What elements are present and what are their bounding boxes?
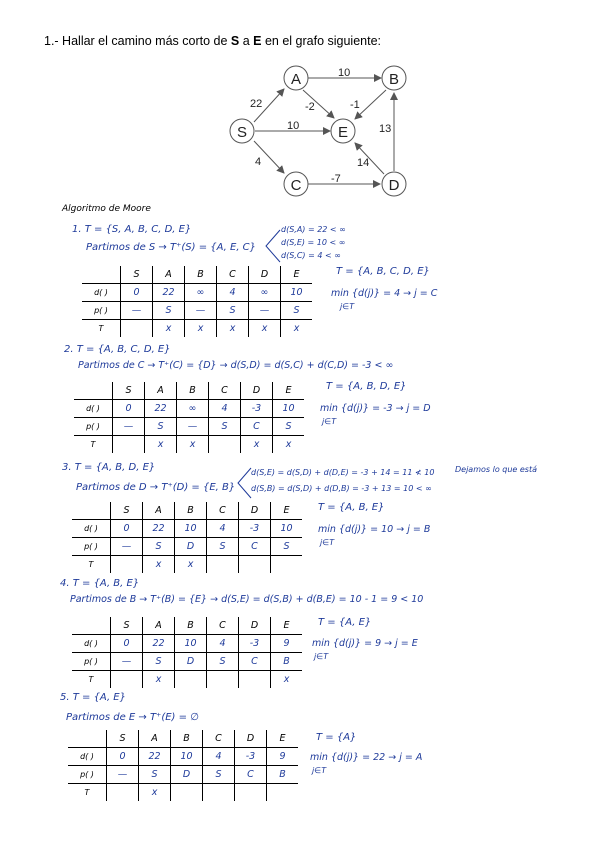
weight-D-E: 14	[357, 157, 370, 169]
col-E: E	[281, 266, 313, 284]
graph-diagram	[0, 0, 600, 210]
cell: x	[185, 320, 217, 338]
weight-D-B: 13	[379, 123, 392, 135]
cell	[111, 556, 143, 574]
step5-min-line: min {d(j)} = 22 → j = A	[310, 752, 423, 763]
step2-table	[74, 382, 304, 453]
step2-from-line: Partimos de C → T⁺(C) = {D} → d(S,D) = d(S,C) + d(C,D) = -3 < ∞	[78, 360, 394, 371]
row-label-t: T	[88, 560, 94, 569]
cell: 9	[267, 748, 299, 766]
col-C: C	[207, 502, 239, 520]
step4-min-line: min {d(j)} = 9 → j = E	[312, 638, 418, 649]
cell: 22	[143, 520, 175, 538]
cell: S	[145, 418, 177, 436]
problem-suffix: en el grafo siguiente:	[261, 34, 382, 48]
step5-table	[68, 730, 298, 801]
cell: x	[241, 436, 273, 454]
col-C: C	[209, 382, 241, 400]
step5-T-set: T = {A}	[316, 732, 357, 743]
cell: ∞	[185, 284, 217, 302]
col-A: A	[143, 617, 175, 635]
cell: 0	[111, 520, 143, 538]
row-label-t: T	[88, 675, 94, 684]
cell	[271, 556, 303, 574]
weight-B-E: -1	[350, 99, 360, 111]
cell	[239, 556, 271, 574]
cell: D	[171, 766, 203, 784]
cell: —	[177, 418, 209, 436]
cell: ∞	[177, 400, 209, 418]
problem-from: S	[230, 34, 240, 48]
cell: S	[207, 653, 239, 671]
cell: 10	[171, 748, 203, 766]
cell: S	[143, 653, 175, 671]
col-B: B	[175, 502, 207, 520]
weight-S-C: 4	[255, 156, 262, 168]
cell: 4	[207, 520, 239, 538]
cell: 0	[121, 284, 153, 302]
cell	[207, 671, 239, 689]
row-label-d: d( )	[82, 284, 121, 302]
step3-table	[72, 502, 302, 573]
weight-S-E: 10	[287, 120, 300, 132]
cell: —	[249, 302, 281, 320]
weight-C-D: -7	[331, 173, 341, 185]
col-C: C	[207, 617, 239, 635]
node-label-E: E	[337, 124, 349, 141]
cell: C	[241, 418, 273, 436]
step1-from-line: Partimos de S → T⁺(S) = {A, E, C}	[86, 242, 257, 253]
step4-table	[72, 617, 302, 688]
cell	[235, 784, 267, 802]
step3-heading: 3. T = {A, B, D, E}	[62, 462, 156, 473]
cell: 4	[209, 400, 241, 418]
step3-T-set: T = {A, B, E}	[318, 502, 385, 513]
col-B: B	[177, 382, 209, 400]
cell: 4	[203, 748, 235, 766]
col-E: E	[271, 502, 303, 520]
cell	[111, 671, 143, 689]
cell	[239, 671, 271, 689]
cell: x	[143, 671, 175, 689]
cell: ∞	[249, 284, 281, 302]
cell: x	[273, 436, 305, 454]
col-D: D	[235, 730, 267, 748]
row-label-t: T	[98, 324, 104, 333]
col-S: S	[111, 617, 143, 635]
cell: x	[177, 436, 209, 454]
cell: S	[139, 766, 171, 784]
cell: x	[143, 556, 175, 574]
step3-branch-1: d(S,E) = d(S,D) + d(D,E) = -3 + 14 = 11 ≮ 10	[251, 468, 435, 477]
cell: C	[235, 766, 267, 784]
cell: —	[185, 302, 217, 320]
weight-S-A: 22	[250, 98, 263, 110]
step1-jet: j∈T	[340, 302, 355, 311]
row-label-p: p( )	[68, 766, 107, 784]
col-S: S	[121, 266, 153, 284]
cell: 4	[207, 635, 239, 653]
problem-to: E	[253, 34, 262, 48]
step3-jet: j∈T	[320, 538, 335, 547]
col-D: D	[239, 617, 271, 635]
step1-table	[82, 266, 312, 337]
col-A: A	[143, 502, 175, 520]
cell: x	[281, 320, 313, 338]
col-E: E	[267, 730, 299, 748]
cell: 4	[217, 284, 249, 302]
step1-heading: 1. T = {S, A, B, C, D, E}	[72, 224, 192, 235]
col-E: E	[273, 382, 305, 400]
step2-min-line: min {d(j)} = -3 → j = D	[320, 403, 431, 414]
node-label-C: C	[290, 177, 302, 194]
cell: 22	[139, 748, 171, 766]
row-label-t: T	[90, 440, 96, 449]
cell: C	[239, 653, 271, 671]
cell	[267, 784, 299, 802]
cell: -3	[235, 748, 267, 766]
cell: x	[145, 436, 177, 454]
cell: x	[217, 320, 249, 338]
cell: 22	[143, 635, 175, 653]
cell: B	[267, 766, 299, 784]
cell: x	[153, 320, 185, 338]
cell: -3	[241, 400, 273, 418]
col-C: C	[203, 730, 235, 748]
cell: S	[281, 302, 313, 320]
step3-note: Dejamos lo que está	[455, 465, 538, 474]
cell: -3	[239, 520, 271, 538]
cell: x	[271, 671, 303, 689]
row-label-p: p( )	[82, 302, 121, 320]
step5-from-line: Partimos de E → T⁺(E) = ∅	[66, 712, 199, 723]
step4-from-line: Partimos de B → T⁺(B) = {E} → d(S,E) = d(S,B) + d(B,E) = 10 - 1 = 9 < 10	[70, 594, 424, 605]
cell: x	[175, 556, 207, 574]
cell: S	[153, 302, 185, 320]
step4-heading: 4. T = {A, B, E}	[60, 578, 140, 589]
col-B: B	[171, 730, 203, 748]
cell: x	[249, 320, 281, 338]
step3-min-line: min {d(j)} = 10 → j = B	[318, 524, 431, 535]
row-label-d: d( )	[72, 520, 111, 538]
step1-brace	[262, 228, 282, 264]
row-label-p: p( )	[74, 418, 113, 436]
cell	[113, 436, 145, 454]
cell: 10	[175, 520, 207, 538]
col-E: E	[271, 617, 303, 635]
cell: S	[271, 538, 303, 556]
cell: S	[203, 766, 235, 784]
cell: 10	[175, 635, 207, 653]
col-D: D	[241, 382, 273, 400]
cell: 0	[113, 400, 145, 418]
cell: S	[273, 418, 305, 436]
weight-A-E: -2	[305, 101, 315, 113]
node-label-S: S	[236, 124, 248, 141]
node-label-D: D	[388, 177, 400, 194]
row-label-d: d( )	[72, 635, 111, 653]
cell	[107, 784, 139, 802]
row-label-p: p( )	[72, 653, 111, 671]
cell: 22	[145, 400, 177, 418]
cell	[203, 784, 235, 802]
step1-branch-2: d(S,E) = 10 < ∞	[281, 238, 346, 247]
cell: x	[139, 784, 171, 802]
cell: 10	[271, 520, 303, 538]
cell	[209, 436, 241, 454]
problem-prefix: 1.- Hallar el camino más corto de	[44, 34, 231, 48]
cell: S	[209, 418, 241, 436]
cell	[207, 556, 239, 574]
step1-branch-3: d(S,C) = 4 < ∞	[281, 251, 341, 260]
cell: 10	[273, 400, 305, 418]
algorithm-title: Algoritmo de Moore	[62, 204, 151, 214]
cell: D	[175, 538, 207, 556]
col-D: D	[239, 502, 271, 520]
cell: —	[111, 538, 143, 556]
cell: B	[271, 653, 303, 671]
col-S: S	[111, 502, 143, 520]
cell: S	[217, 302, 249, 320]
cell: —	[113, 418, 145, 436]
problem-mid: a	[239, 34, 254, 48]
col-S: S	[113, 382, 145, 400]
cell: S	[207, 538, 239, 556]
cell: 0	[107, 748, 139, 766]
row-label-d: d( )	[74, 400, 113, 418]
step2-heading: 2. T = {A, B, C, D, E}	[64, 344, 171, 355]
step3-branch-2: d(S,B) = d(S,D) + d(D,B) = -3 + 13 = 10 < ∞	[251, 484, 432, 493]
cell: -3	[239, 635, 271, 653]
cell: S	[143, 538, 175, 556]
cell: D	[175, 653, 207, 671]
cell: 10	[281, 284, 313, 302]
step2-T-set: T = {A, B, D, E}	[326, 381, 407, 392]
cell	[171, 784, 203, 802]
col-B: B	[175, 617, 207, 635]
step1-T-set: T = {A, B, C, D, E}	[336, 266, 430, 277]
step5-jet: j∈T	[312, 766, 327, 775]
node-label-B: B	[388, 71, 400, 88]
step1-branch-1: d(S,A) = 22 < ∞	[281, 225, 346, 234]
weight-A-B: 10	[338, 67, 351, 79]
cell: 0	[111, 635, 143, 653]
cell: —	[107, 766, 139, 784]
step4-jet: j∈T	[314, 652, 329, 661]
step4-T-set: T = {A, E}	[318, 617, 372, 628]
cell: —	[111, 653, 143, 671]
row-label-p: p( )	[72, 538, 111, 556]
row-label-t: T	[84, 788, 90, 797]
cell: 22	[153, 284, 185, 302]
cell: 9	[271, 635, 303, 653]
col-D: D	[249, 266, 281, 284]
node-label-A: A	[290, 71, 302, 88]
col-B: B	[185, 266, 217, 284]
col-C: C	[217, 266, 249, 284]
cell	[175, 671, 207, 689]
cell: C	[239, 538, 271, 556]
step3-from-line: Partimos de D → T⁺(D) = {E, B}	[76, 482, 236, 493]
row-label-d: d( )	[68, 748, 107, 766]
col-A: A	[145, 382, 177, 400]
step1-min-line: min {d(j)} = 4 → j = C	[331, 288, 438, 299]
col-A: A	[139, 730, 171, 748]
cell	[121, 320, 153, 338]
col-S: S	[107, 730, 139, 748]
cell: —	[121, 302, 153, 320]
step5-heading: 5. T = {A, E}	[60, 692, 126, 703]
step2-jet: j∈T	[322, 417, 337, 426]
col-A: A	[153, 266, 185, 284]
